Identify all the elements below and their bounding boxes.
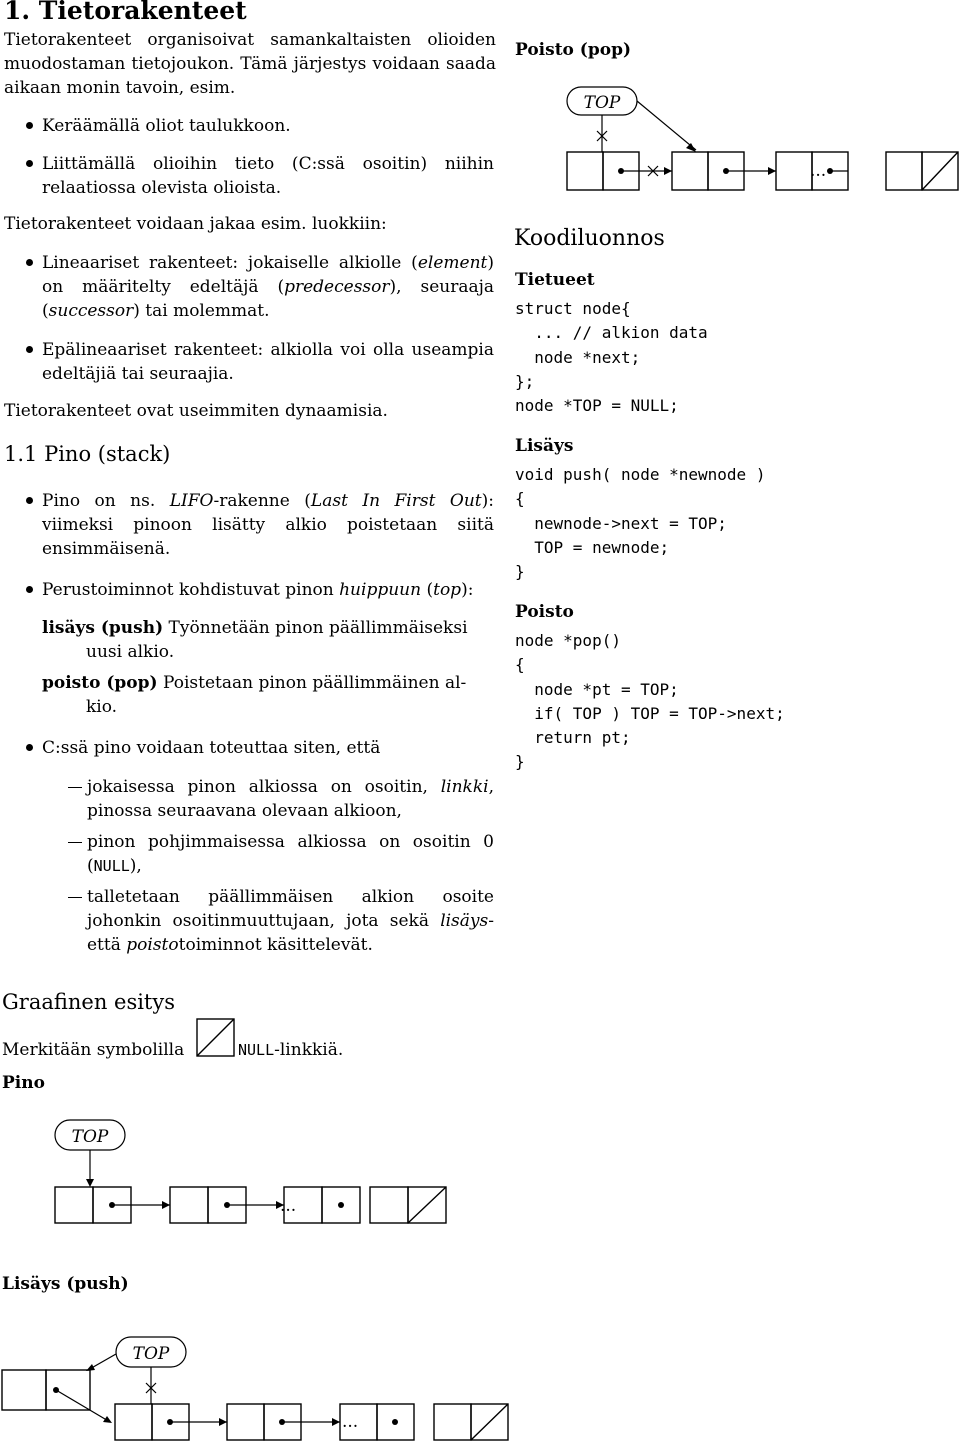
section-heading: 1.1 Pino (stack) (4, 442, 171, 466)
bullet-icon (26, 744, 33, 751)
classes-intro: Tietorakenteet voidaan jakaa esim. luokkiin: (4, 214, 387, 234)
impl-item: C:ssä pino voidaan toteuttaa siten, että (42, 738, 381, 758)
pop-definition: poisto (pop) Poistetaan pinon päällimmäinen al- (42, 673, 467, 693)
null-link-symbol-icon (196, 1018, 236, 1058)
intro-paragraph: Tietorakenteet organisoivat samankaltaisten olioiden muodostaman tietojoukon. Tämä järjestys voidaan saada aikaan monin tavoin, esim. (4, 30, 496, 98)
dynamic-note: Tietorakenteet ovat useimmiten dynaamisia. (4, 401, 388, 421)
impl-subitem: talletetaan päällimmäisen alkion osoite johonkin osoitinmuuttujaan, jota sekä lisäys- että poistotoiminnot käsittelevät. (87, 887, 494, 955)
dash-icon (68, 897, 82, 898)
way-item: Keräämällä oliot taulukkoon. (42, 116, 291, 136)
ellipsis: ... (342, 1412, 359, 1432)
push-code-label: Lisäys (515, 436, 574, 456)
null-link-note: NULL-linkkiä. (238, 1040, 344, 1060)
pop-label: Poisto (pop) (515, 40, 632, 60)
push-diagram (0, 1332, 520, 1442)
push-label: Lisäys (push) (2, 1274, 129, 1294)
stack-diagram (48, 1115, 458, 1225)
ellipsis: ... (810, 161, 827, 181)
nonlinear-item: Epälineaariset rakenteet: alkiolla voi olla useampia edeltäjiä tai seuraajia. (42, 340, 494, 384)
pop-code-label: Poisto (515, 602, 574, 622)
linear-item: Lineaariset rakenteet: jokaiselle alkiolle (element) on määritelty edeltäjä (predecessor), seuraaja (successor) tai molemmat. (42, 253, 495, 321)
ops-item: Perustoiminnot kohdistuvat pinon huippuun (top): (42, 580, 474, 600)
node-last (434, 1404, 508, 1440)
node-last (370, 1187, 446, 1223)
bullet-icon (26, 497, 33, 504)
pop-diagram (560, 80, 960, 195)
top-label: TOP (132, 1344, 170, 1364)
symbol-note: Merkitään symbolilla (2, 1040, 185, 1060)
ellipsis: ... (280, 1196, 297, 1216)
pop-definition-cont: kio. (86, 697, 118, 717)
new-node (2, 1370, 90, 1410)
graphics-heading: Graafinen esitys (2, 990, 176, 1014)
bullet-icon (26, 586, 33, 593)
code-heading: Koodiluonnos (514, 226, 665, 251)
dash-icon (68, 842, 82, 843)
impl-subitem: jokaisessa pinon alkiossa on osoitin, linkki, pinossa seuraavana olevaan alkioon, (87, 777, 494, 821)
struct-label: Tietueet (515, 270, 595, 290)
node-last (886, 152, 958, 190)
stack-label: Pino (2, 1073, 45, 1093)
page-title: 1. Tietorakenteet (4, 0, 247, 25)
way-item: Liittämällä olioihin tieto (C:ssä osoitin) niihin relaatiossa olevista olioista. (42, 154, 494, 198)
top-label: TOP (583, 93, 621, 113)
struct-code: struct node{ ... // alkion data node *next; }; node *TOP = NULL; (515, 299, 708, 416)
impl-subitem: pinon pohjimmaisessa alkiossa on osoitin 0 (NULL), (87, 832, 494, 876)
bullet-icon (26, 160, 33, 167)
pop-code: node *pop() { node *pt = TOP; if( TOP ) TOP = TOP->next; return pt; } (515, 631, 785, 772)
bullet-icon (26, 259, 33, 266)
push-definition-cont: uusi alkio. (86, 642, 175, 662)
dash-icon (68, 787, 82, 788)
top-label: TOP (71, 1127, 109, 1147)
push-definition: lisäys (push) Työnnetään pinon päällimmäiseksi (42, 618, 468, 638)
push-code: void push( node *newnode ) { newnode->next = TOP; TOP = newnode; } (515, 465, 766, 582)
bullet-icon (26, 122, 33, 129)
bullet-icon (26, 346, 33, 353)
lifo-item: Pino on ns. LIFO-rakenne (Last In First Out): viimeksi pinoon lisätty alkio poistetaan siitä ensimmäisenä. (42, 491, 494, 559)
